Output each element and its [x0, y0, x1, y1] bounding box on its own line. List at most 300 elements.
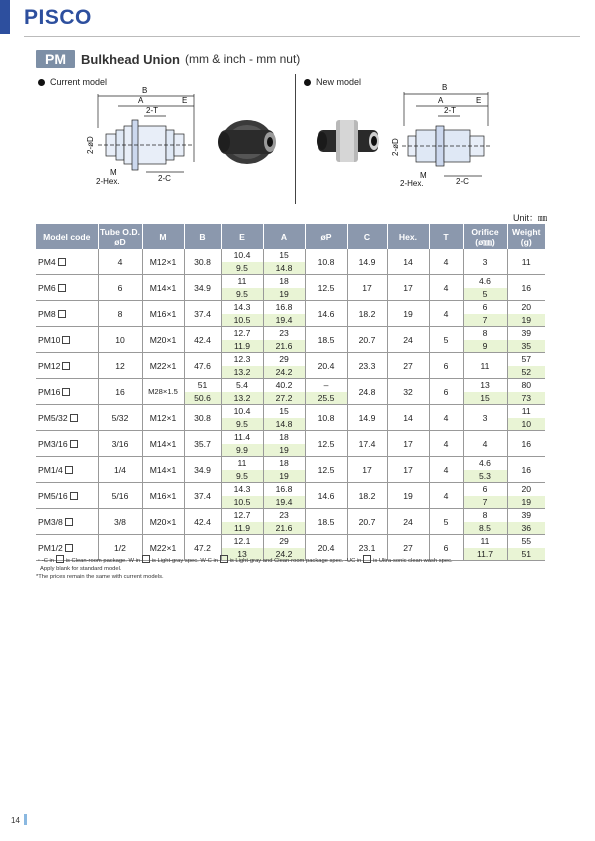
unit-label: Unit：㎜: [512, 213, 547, 223]
orifice-cell: [463, 457, 507, 483]
t-cell: 4: [429, 249, 463, 275]
model-code-cell: PM3/8: [36, 509, 98, 535]
m-cell: M28×1.5: [142, 379, 184, 405]
blank-box-icon: [70, 414, 78, 422]
new-model-drawing: [384, 80, 504, 190]
model-code-cell: PM6: [36, 275, 98, 301]
a-cell: [263, 301, 305, 327]
current-value: 80: [521, 380, 532, 390]
od-cell: 1/2: [98, 535, 142, 561]
weight-cell: [507, 405, 545, 431]
t-cell: 5: [429, 327, 463, 353]
hex-cell: 32: [387, 379, 429, 405]
blank-box-icon: [56, 555, 64, 563]
c-cell: 23.3: [347, 353, 387, 379]
m-cell: M14×1: [142, 431, 184, 457]
bullet-icon: [38, 79, 45, 86]
new-value: 51: [508, 547, 546, 560]
orifice-cell: [463, 301, 507, 327]
new-value: 24.2: [264, 365, 305, 378]
t-cell: 6: [429, 353, 463, 379]
od-cell: 6: [98, 275, 142, 301]
current-value: 12.1: [233, 536, 251, 546]
model-code-cell: PM5/32: [36, 405, 98, 431]
new-value: 9.5: [222, 417, 263, 430]
new-model-label: New model: [304, 77, 361, 87]
a-cell: [263, 275, 305, 301]
orifice-cell: [463, 483, 507, 509]
weight-cell: 11: [507, 249, 545, 275]
current-value: 57: [521, 354, 532, 364]
e-cell: [221, 275, 263, 301]
new-value: 19.4: [264, 313, 305, 326]
a-cell: [263, 249, 305, 275]
model-divider: [295, 74, 296, 204]
b-cell: 42.4: [184, 509, 221, 535]
od-cell: 4: [98, 249, 142, 275]
current-value: 4.6: [479, 276, 491, 286]
pisco-logo: PISCO: [24, 6, 92, 29]
new-value: 19: [264, 469, 305, 482]
dim-c-label: 2-C: [158, 174, 171, 183]
weight-cell: 16: [507, 431, 545, 457]
dim-hex-label: 2-Hex.: [96, 177, 120, 186]
weight-cell: 16: [507, 275, 545, 301]
table-row: [36, 327, 545, 353]
weight-cell: 16: [507, 457, 545, 483]
current-value: 14.3: [233, 302, 251, 312]
current-value: 39: [521, 510, 532, 520]
current-value: 12.3: [233, 354, 251, 364]
column-header: M: [142, 224, 184, 249]
new-value: 73: [508, 391, 546, 404]
b-cell: 34.9: [184, 275, 221, 301]
current-value: 20: [521, 484, 532, 494]
c-cell: 20.7: [347, 327, 387, 353]
current-value: 8: [482, 328, 488, 338]
orifice-cell: 11: [463, 353, 507, 379]
model-code-cell: PM10: [36, 327, 98, 353]
current-value: 40.2: [275, 380, 293, 390]
blank-box-icon: [58, 258, 66, 266]
new-value: 35: [508, 339, 546, 352]
e-cell: [221, 327, 263, 353]
c-cell: 14.9: [347, 405, 387, 431]
hex-cell: 27: [387, 535, 429, 561]
dim-m-label: M: [420, 171, 427, 180]
new-value: 9.5: [222, 287, 263, 300]
spec-table: [36, 224, 545, 561]
hex-cell: 19: [387, 483, 429, 509]
blank-box-icon: [220, 555, 228, 563]
c-cell: 17.4: [347, 431, 387, 457]
column-header: Weight (g): [507, 224, 545, 249]
dim-t-label: 2-T: [146, 106, 158, 115]
a-cell: [263, 431, 305, 457]
m-cell: M20×1: [142, 327, 184, 353]
current-value: 11: [480, 536, 490, 546]
t-cell: 4: [429, 431, 463, 457]
table-row: [36, 483, 545, 509]
current-model-photo: [212, 112, 282, 172]
a-cell: [263, 327, 305, 353]
b-cell: 47.2: [184, 535, 221, 561]
p-cell: 14.6: [305, 301, 347, 327]
b-cell: 34.9: [184, 457, 221, 483]
p-cell: 12.5: [305, 431, 347, 457]
dim-m-label: M: [110, 168, 117, 177]
p-cell: 10.8: [305, 249, 347, 275]
c-cell: 18.2: [347, 483, 387, 509]
t-cell: 6: [429, 379, 463, 405]
blank-box-icon: [142, 555, 150, 563]
c-cell: 18.2: [347, 301, 387, 327]
new-value: 13.2: [222, 391, 263, 404]
orifice-cell: 4: [463, 431, 507, 457]
hex-cell: 17: [387, 457, 429, 483]
product-subtitle: (mm & inch - mm nut): [184, 52, 301, 66]
series-badge: PM: [36, 50, 75, 68]
p-cell: 12.5: [305, 275, 347, 301]
new-value: 7: [464, 313, 507, 326]
orifice-cell: [463, 379, 507, 405]
new-value: 9.5: [222, 469, 263, 482]
weight-cell: [507, 301, 545, 327]
column-header: E: [221, 224, 263, 249]
hex-cell: 14: [387, 405, 429, 431]
product-title: [36, 50, 300, 68]
new-value: 27.2: [264, 391, 305, 404]
current-value: 11.4: [233, 432, 251, 442]
orifice-cell: [463, 509, 507, 535]
weight-cell: [507, 535, 545, 561]
current-value: 11: [521, 406, 531, 416]
column-header: Orifice (ø㎜): [463, 224, 507, 249]
a-cell: [263, 353, 305, 379]
hex-cell: 19: [387, 301, 429, 327]
b-cell: 47.6: [184, 353, 221, 379]
model-code-cell: PM12: [36, 353, 98, 379]
a-cell: [263, 405, 305, 431]
p-cell: 12.5: [305, 457, 347, 483]
current-model-label: Current model: [38, 77, 107, 87]
header-accent-bar: [0, 0, 10, 34]
current-value: 18: [279, 432, 289, 442]
new-value: 5.3: [464, 469, 507, 482]
current-model-drawing: [84, 84, 204, 189]
new-model-photo: [312, 108, 384, 172]
blank-box-icon: [70, 492, 78, 500]
current-value: 6: [482, 302, 488, 312]
model-code-cell: PM8: [36, 301, 98, 327]
table-row: [36, 353, 545, 379]
a-cell: [263, 483, 305, 509]
footnote-3: *The prices remain the same with current models.: [36, 574, 164, 580]
orifice-cell: [463, 535, 507, 561]
blank-box-icon: [70, 440, 78, 448]
current-value: 39: [521, 328, 532, 338]
footnote-2: Apply blank for standard model.: [40, 566, 122, 572]
hex-cell: 14: [387, 249, 429, 275]
current-value: –: [323, 380, 329, 390]
dim-od-label: 2-øD: [86, 136, 95, 154]
current-value: 23: [279, 510, 289, 520]
new-value: 10.5: [222, 495, 263, 508]
column-header: B: [184, 224, 221, 249]
od-cell: 5/16: [98, 483, 142, 509]
column-header: C: [347, 224, 387, 249]
c-cell: 14.9: [347, 249, 387, 275]
new-value: 14.8: [264, 261, 305, 274]
new-value: 52: [508, 365, 546, 378]
table-row: [36, 275, 545, 301]
t-cell: 4: [429, 457, 463, 483]
current-value: 10.4: [233, 250, 251, 260]
blank-box-icon: [58, 284, 66, 292]
od-cell: 12: [98, 353, 142, 379]
table-row: [36, 405, 545, 431]
b-cell: 30.8: [184, 405, 221, 431]
dim-e-label: E: [476, 96, 482, 105]
p-cell: [305, 379, 347, 405]
hex-cell: 17: [387, 275, 429, 301]
e-cell: [221, 457, 263, 483]
m-cell: M22×1: [142, 535, 184, 561]
new-value: 9.5: [222, 261, 263, 274]
current-value: 11: [237, 276, 247, 286]
current-value: 29: [279, 536, 289, 546]
current-value: 8: [482, 510, 488, 520]
blank-box-icon: [65, 544, 73, 552]
product-name: Bulkhead Union: [81, 51, 180, 67]
current-value: 12.7: [233, 510, 251, 520]
m-cell: M16×1: [142, 301, 184, 327]
new-value: 10.5: [222, 313, 263, 326]
footnote-1: ・-C in is Clean-room package. W in is Light-gray spec. W-C in is Light-gray and Clean-room package spec. -UC in is Ultra-sonic clean wash spec.: [36, 555, 453, 565]
dim-a-label: A: [138, 96, 144, 105]
model-code-cell: PM1/4: [36, 457, 98, 483]
orifice-cell: [463, 275, 507, 301]
table-row: [36, 509, 545, 535]
dim-e-label: E: [182, 96, 188, 105]
od-cell: 3/16: [98, 431, 142, 457]
t-cell: 6: [429, 535, 463, 561]
m-cell: M16×1: [142, 483, 184, 509]
new-value: 14.8: [264, 417, 305, 430]
new-value: 19: [264, 287, 305, 300]
orifice-cell: 3: [463, 405, 507, 431]
a-cell: [263, 457, 305, 483]
new-value: 19: [508, 495, 546, 508]
table-row: [36, 301, 545, 327]
model-code-cell: PM3/16: [36, 431, 98, 457]
new-value: 24.2: [264, 547, 305, 560]
current-value: 13: [480, 380, 490, 390]
current-value: 11: [237, 458, 247, 468]
m-cell: M12×1: [142, 405, 184, 431]
table-row: [36, 457, 545, 483]
t-cell: 4: [429, 405, 463, 431]
current-value: 55: [521, 536, 532, 546]
current-value: 51: [197, 380, 208, 390]
b-cell: 37.4: [184, 483, 221, 509]
m-cell: M14×1: [142, 457, 184, 483]
weight-cell: [507, 379, 545, 405]
dim-b-label: B: [442, 83, 448, 92]
b-cell: 35.7: [184, 431, 221, 457]
b-cell: 42.4: [184, 327, 221, 353]
weight-cell: [507, 483, 545, 509]
m-cell: M20×1: [142, 509, 184, 535]
m-cell: M22×1: [142, 353, 184, 379]
hex-cell: 24: [387, 327, 429, 353]
t-cell: 4: [429, 483, 463, 509]
blank-box-icon: [62, 362, 70, 370]
column-header: Hex.: [387, 224, 429, 249]
new-value: 19: [264, 443, 305, 456]
od-cell: 1/4: [98, 457, 142, 483]
dim-a-label: A: [438, 96, 444, 105]
current-value: 18: [279, 458, 289, 468]
current-value: 14.3: [233, 484, 251, 494]
footnotes: [36, 555, 453, 581]
hex-cell: 24: [387, 509, 429, 535]
p-cell: 18.5: [305, 327, 347, 353]
new-value: 5: [464, 287, 507, 300]
new-value: 25.5: [306, 391, 347, 404]
blank-box-icon: [65, 466, 73, 474]
p-cell: 20.4: [305, 535, 347, 561]
blank-box-icon: [65, 518, 73, 526]
e-cell: [221, 431, 263, 457]
column-header: Tube O.D. øD: [98, 224, 142, 249]
table-row: [36, 249, 545, 275]
current-value: 20: [521, 302, 532, 312]
new-value: 11.9: [222, 521, 263, 534]
t-cell: 4: [429, 301, 463, 327]
new-value: 21.6: [264, 339, 305, 352]
dim-t-label: 2-T: [444, 106, 456, 115]
current-value: 16.8: [275, 302, 293, 312]
new-value: 8.5: [464, 521, 507, 534]
m-cell: M14×1: [142, 275, 184, 301]
current-value: 15: [279, 406, 289, 416]
current-value: 16.8: [275, 484, 293, 494]
orifice-cell: 3: [463, 249, 507, 275]
new-value: 9: [464, 339, 507, 352]
page-accent-bar: [24, 814, 27, 825]
od-cell: 3/8: [98, 509, 142, 535]
a-cell: [263, 379, 305, 405]
table-row: [36, 379, 545, 405]
current-value: 18: [279, 276, 289, 286]
e-cell: [221, 483, 263, 509]
a-cell: [263, 509, 305, 535]
c-cell: 17: [347, 457, 387, 483]
t-cell: 4: [429, 275, 463, 301]
c-cell: 24.8: [347, 379, 387, 405]
dim-c-label: 2-C: [456, 177, 469, 186]
table-body: [36, 249, 545, 561]
new-value: 19.4: [264, 495, 305, 508]
b-cell: 37.4: [184, 301, 221, 327]
orifice-cell: [463, 327, 507, 353]
blank-box-icon: [62, 336, 70, 344]
e-cell: [221, 353, 263, 379]
current-value: 5.4: [236, 380, 248, 390]
dim-b-label: B: [142, 86, 148, 95]
weight-cell: [507, 353, 545, 379]
new-value: 13.2: [222, 365, 263, 378]
new-value: 9.9: [222, 443, 263, 456]
current-value: 29: [279, 354, 289, 364]
weight-cell: [507, 327, 545, 353]
table-header-row: [36, 224, 545, 249]
new-value: 11.7: [464, 547, 507, 560]
c-cell: 17: [347, 275, 387, 301]
new-value: 15: [464, 391, 507, 404]
e-cell: [221, 509, 263, 535]
current-value: 10.4: [233, 406, 251, 416]
c-cell: 20.7: [347, 509, 387, 535]
dim-hex-label: 2-Hex.: [400, 179, 424, 188]
new-value: 11.9: [222, 339, 263, 352]
column-header: Model code: [36, 224, 98, 249]
model-code-cell: PM1/2: [36, 535, 98, 561]
p-cell: 18.5: [305, 509, 347, 535]
new-value: 19: [508, 313, 546, 326]
e-cell: [221, 301, 263, 327]
current-value: 6: [482, 484, 488, 494]
blank-box-icon: [58, 310, 66, 318]
current-value: 23: [279, 328, 289, 338]
e-cell: [221, 249, 263, 275]
weight-cell: [507, 509, 545, 535]
b-cell: [184, 379, 221, 405]
t-cell: 5: [429, 509, 463, 535]
od-cell: 16: [98, 379, 142, 405]
model-code-cell: PM4: [36, 249, 98, 275]
m-cell: M12×1: [142, 249, 184, 275]
blank-box-icon: [363, 555, 371, 563]
model-code-cell: PM16: [36, 379, 98, 405]
current-value: 4.6: [479, 458, 491, 468]
model-code-cell: PM5/16: [36, 483, 98, 509]
od-cell: 10: [98, 327, 142, 353]
bullet-icon: [304, 79, 311, 86]
p-cell: 10.8: [305, 405, 347, 431]
new-value: 10: [508, 417, 546, 430]
e-cell: [221, 405, 263, 431]
p-cell: 20.4: [305, 353, 347, 379]
hex-cell: 17: [387, 431, 429, 457]
od-cell: 8: [98, 301, 142, 327]
table-row: [36, 431, 545, 457]
column-header: A: [263, 224, 305, 249]
header-divider: [24, 36, 580, 37]
od-cell: 5/32: [98, 405, 142, 431]
e-cell: [221, 379, 263, 405]
hex-cell: 27: [387, 353, 429, 379]
new-value: 36: [508, 521, 546, 534]
new-value: 21.6: [264, 521, 305, 534]
blank-box-icon: [62, 388, 70, 396]
new-value: 50.6: [185, 391, 221, 404]
p-cell: 14.6: [305, 483, 347, 509]
new-value: 13: [222, 547, 263, 560]
c-cell: 23.1: [347, 535, 387, 561]
current-value: 15: [279, 250, 289, 260]
